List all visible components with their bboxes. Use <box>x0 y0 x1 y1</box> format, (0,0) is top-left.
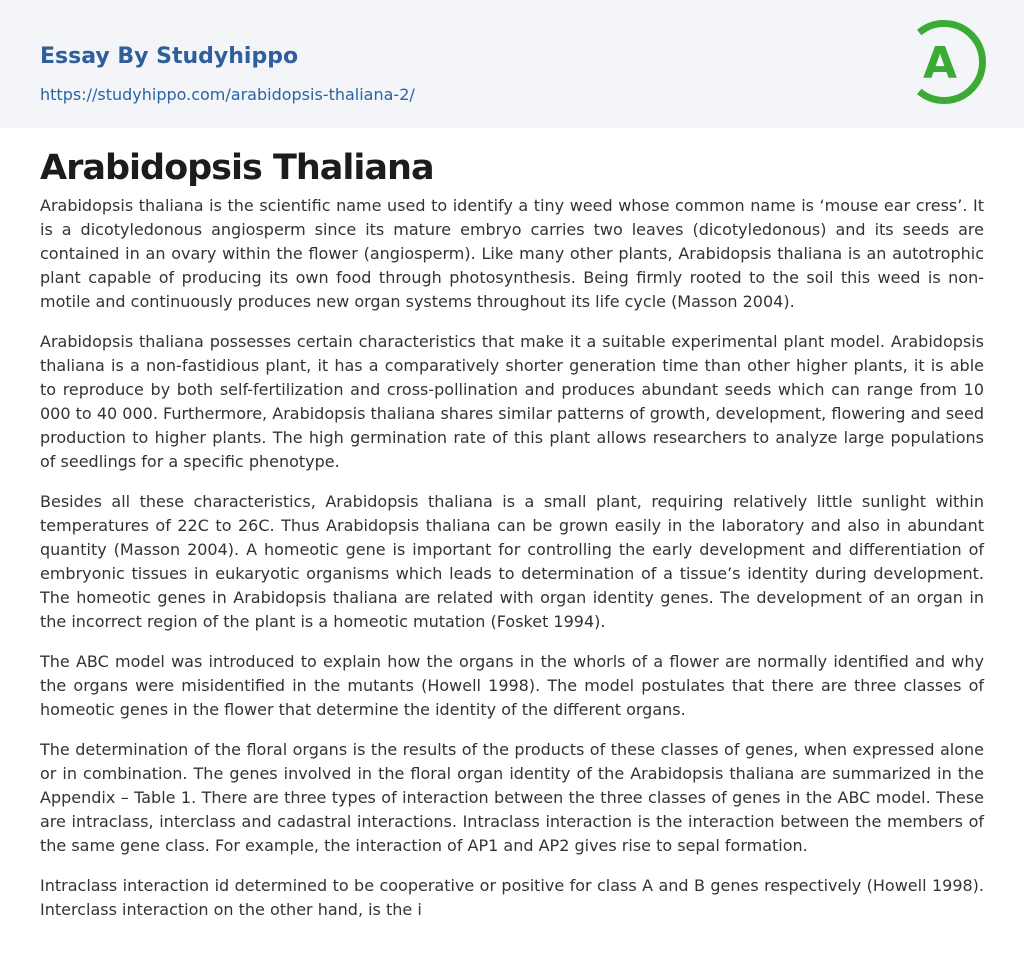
essay-body <box>40 194 984 922</box>
essay-paragraph: The ABC model was introduced to explain how the organs in the whorls of a flower are normally identified and why the organs were misidentified in the mutants (Howell 1998). The model postulates that there are three classes of homeotic genes in the flower that determine the identity of the different organs. <box>40 652 984 719</box>
essay-paragraph: Arabidopsis thaliana is the scientific name used to identify a tiny weed whose common name is ‘mouse ear cress’. It is a dicotyledonous angiosperm since its mature embryo carries two leaves (dicotyledonous) and its seeds are contained in an ovary within the flower (angiosperm). Like many other plants, Arabidopsis thaliana is an autotrophic plant capable of producing its own food through photosynthesis. Being firmly rooted to the soil this weed is non-motile and continuously produces new organ systems throughout its life cycle (Masson 2004). <box>40 196 984 311</box>
essay-content <box>0 128 1024 922</box>
studyhippo-logo-icon <box>898 16 990 108</box>
logo-svg <box>898 16 990 108</box>
essay-title: Arabidopsis Thaliana <box>40 148 434 188</box>
logo-letter: A <box>922 38 958 89</box>
essay-paragraph: Arabidopsis thaliana possesses certain characteristics that make it a suitable experimental plant model. Arabidopsis thaliana is a non-fastidious plant, it has a comparatively shorter generation time than other higher plants, it is able to reproduce by both self-fertilization and cross-pollination and produces abundant seeds which can range from 10 000 to 40 000. Furthermore, Arabidopsis thaliana shares similar patterns of growth, development, flowering and seed production to higher plants. The high germination rate of this plant allows researchers to analyze large populations of seedlings for a specific phenotype. <box>40 332 984 471</box>
site-header <box>0 0 1024 128</box>
source-url-link[interactable]: https://studyhippo.com/arabidopsis-thaliana-2/ <box>40 85 415 104</box>
essay-paragraph: Intraclass interaction id determined to be cooperative or positive for class A and B genes respectively (Howell 1998). Interclass interaction on the other hand, is the i <box>40 876 984 919</box>
essay-brand-title: Essay By Studyhippo <box>40 44 299 69</box>
essay-paragraph: The determination of the floral organs is the results of the products of these classes of genes, when expressed alone or in combination. The genes involved in the floral organ identity of the Arabidopsis thaliana are summarized in the Appendix – Table 1. There are three types of interaction between the three classes of genes in the ABC model. These are intraclass, interclass and cadastral interactions. Intraclass interaction is the interaction between the members of the same gene class. For example, the interaction of AP1 and AP2 gives rise to sepal formation. <box>40 740 984 855</box>
essay-paragraph: Besides all these characteristics, Arabidopsis thaliana is a small plant, requiring relatively little sunlight within temperatures of 22C to 26C. Thus Arabidopsis thaliana can be grown easily in the laboratory and also in abundant quantity (Masson 2004). A homeotic gene is important for controlling the early development and differentiation of embryonic tissues in eukaryotic organisms which leads to determination of a tissue’s identity during development. The homeotic genes in Arabidopsis thaliana are related with organ identity genes. The development of an organ in the incorrect region of the plant is a homeotic mutation (Fosket 1994). <box>40 492 984 631</box>
